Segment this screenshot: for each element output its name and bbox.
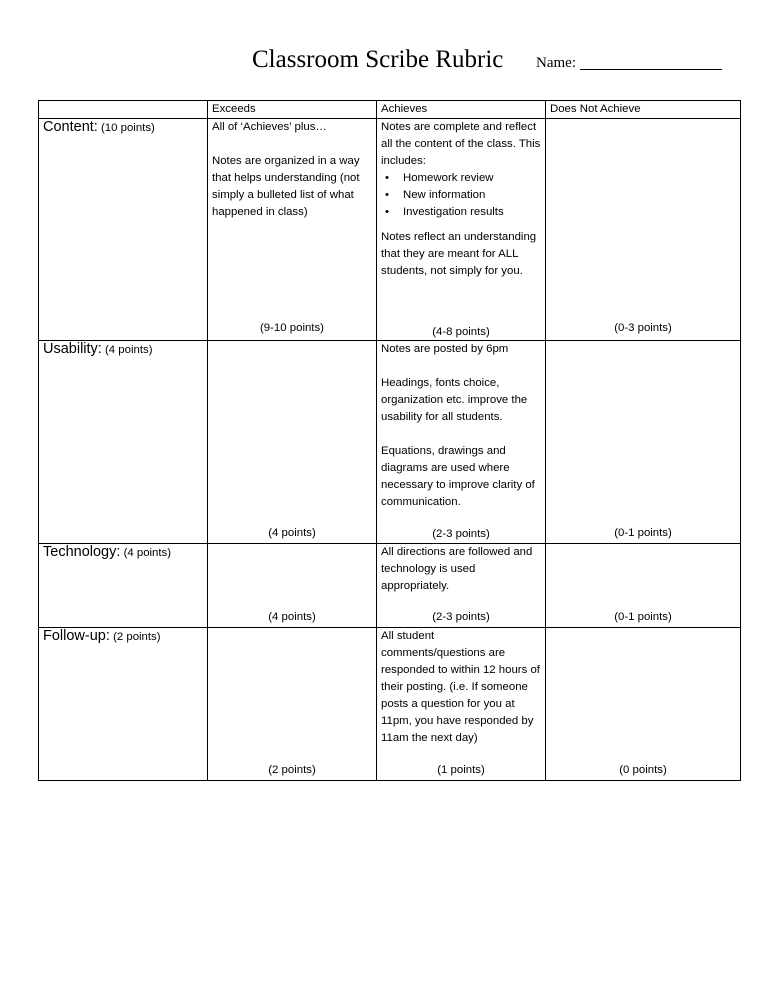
not-achieve-points: (0-3 points) bbox=[614, 322, 672, 334]
rubric-table bbox=[38, 100, 741, 781]
criterion-cell bbox=[39, 628, 208, 781]
exceeds-lead: All of ‘Achieves’ plus… bbox=[212, 121, 327, 133]
not-achieve-cell bbox=[546, 341, 741, 544]
table-row-follow-up bbox=[39, 628, 741, 781]
achieves-text-2: Headings, fonts choice, organization etc. improve the usability for all students. bbox=[381, 377, 528, 423]
criterion-cell bbox=[39, 544, 208, 628]
not-achieve-points: (0 points) bbox=[619, 764, 667, 776]
criterion-name: Content: bbox=[43, 119, 98, 135]
exceeds-points: (2 points) bbox=[268, 764, 316, 776]
name-blank-line[interactable] bbox=[580, 69, 722, 70]
achieves-points: (2-3 points) bbox=[432, 611, 490, 623]
name-label: Name: bbox=[536, 55, 576, 71]
table-row-usability bbox=[39, 341, 741, 544]
exceeds-cell bbox=[208, 119, 377, 341]
list-item: • Investigation results bbox=[381, 204, 541, 221]
criterion-points: (10 points) bbox=[101, 122, 155, 134]
achieves-points: (4-8 points) bbox=[432, 326, 490, 338]
achieves-cell bbox=[377, 628, 546, 781]
not-achieve-points: (0-1 points) bbox=[614, 527, 672, 539]
table-row-content bbox=[39, 119, 741, 341]
achieves-bullet-list bbox=[381, 170, 541, 221]
table-row-technology bbox=[39, 544, 741, 628]
criterion-name: Usability: bbox=[43, 341, 102, 357]
not-achieve-cell bbox=[546, 544, 741, 628]
criterion-points: (2 points) bbox=[113, 631, 161, 643]
achieves-cell bbox=[377, 544, 546, 628]
exceeds-points: (4 points) bbox=[268, 527, 316, 539]
criterion-name: Technology: bbox=[43, 544, 121, 560]
criterion-cell bbox=[39, 119, 208, 341]
achieves-text-1: All student comments/questions are responded to within 12 hours of their posting. (i.e. If someone posts a question for you at 11pm, you have responded by 11am the next day) bbox=[381, 630, 540, 744]
achieves-intro: Notes are complete and reflect all the content of the class. This includes: bbox=[381, 121, 541, 167]
criterion-cell bbox=[39, 341, 208, 544]
criterion-name: Follow-up: bbox=[43, 628, 110, 644]
header-row bbox=[39, 101, 741, 119]
header-exceeds: Exceeds bbox=[208, 101, 377, 119]
list-item: • Homework review bbox=[381, 170, 541, 187]
document-title: Classroom Scribe Rubric bbox=[252, 46, 504, 73]
exceeds-points: (4 points) bbox=[268, 611, 316, 623]
achieves-points: (1 points) bbox=[437, 764, 485, 776]
achieves-text: Notes reflect an understanding that they are meant for ALL students, not simply for you. bbox=[381, 231, 537, 277]
criterion-points: (4 points) bbox=[105, 344, 153, 356]
header-achieves: Achieves bbox=[377, 101, 546, 119]
exceeds-points: (9-10 points) bbox=[260, 322, 324, 334]
exceeds-cell bbox=[208, 341, 377, 544]
achieves-points: (2-3 points) bbox=[432, 528, 490, 540]
achieves-cell bbox=[377, 341, 546, 544]
achieves-cell bbox=[377, 119, 546, 341]
exceeds-text: Notes are organized in a way that helps understanding (not simply a bulleted list of what happened in class) bbox=[212, 155, 360, 218]
list-item: • New information bbox=[381, 187, 541, 204]
achieves-text-3: Equations, drawings and diagrams are used where necessary to improve clarity of communication. bbox=[381, 445, 535, 508]
header-criterion bbox=[39, 101, 208, 119]
achieves-text-1: All directions are followed and technology is used appropriately. bbox=[381, 546, 533, 592]
exceeds-cell bbox=[208, 628, 377, 781]
achieves-text-1: Notes are posted by 6pm bbox=[381, 343, 509, 355]
exceeds-cell bbox=[208, 544, 377, 628]
header-does-not-achieve: Does Not Achieve bbox=[546, 101, 741, 119]
not-achieve-points: (0-1 points) bbox=[614, 611, 672, 623]
criterion-points: (4 points) bbox=[123, 547, 172, 559]
not-achieve-cell bbox=[546, 119, 741, 341]
not-achieve-cell bbox=[546, 628, 741, 781]
